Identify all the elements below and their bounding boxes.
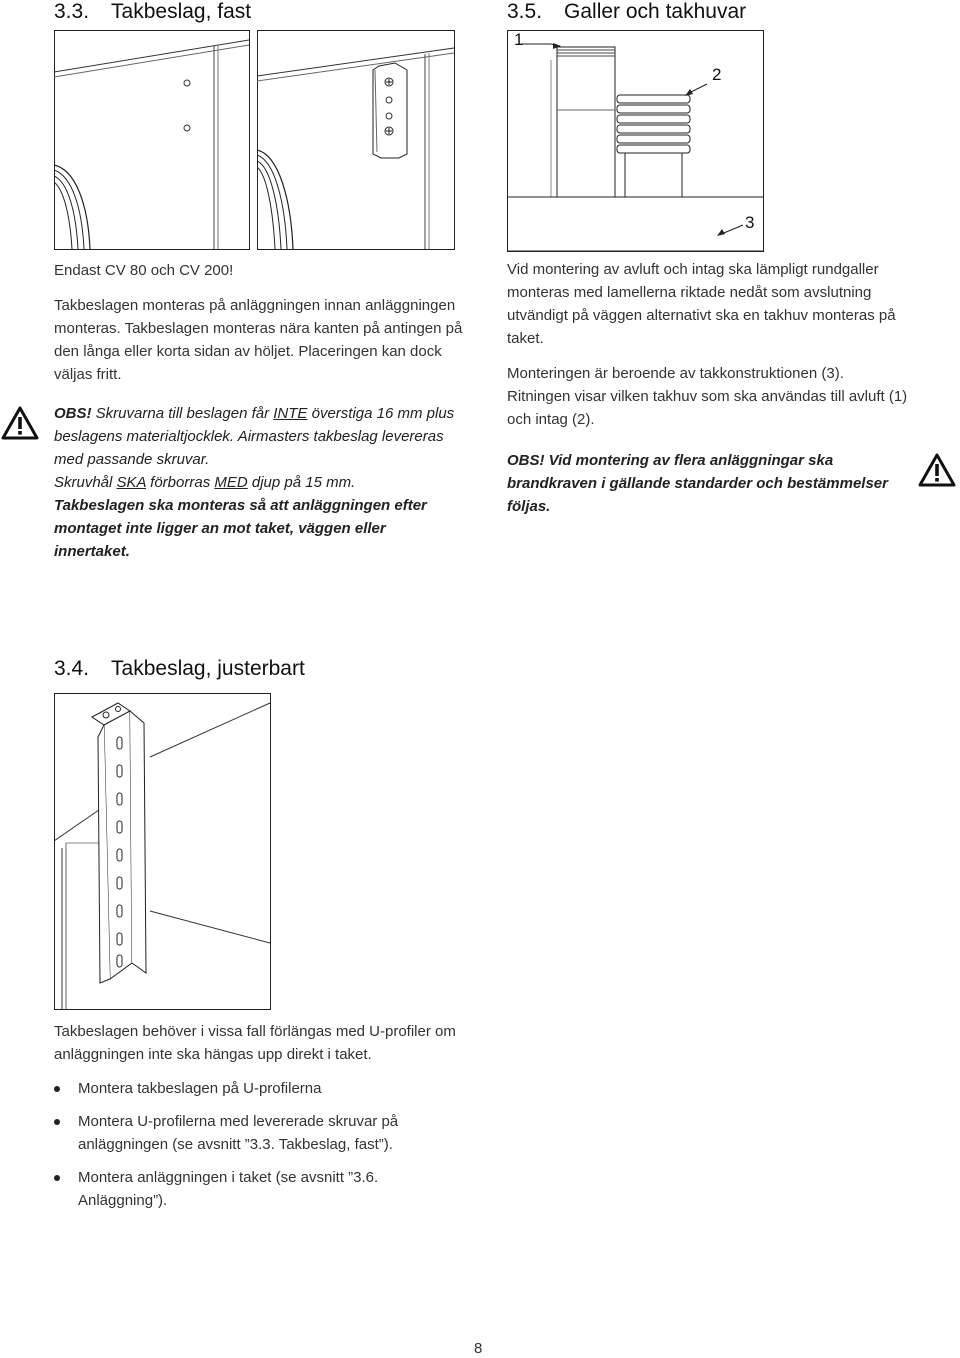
- paragraph-u-profiles: Takbeslagen behöver i vissa fall förlängas med U-profiler om anläggningen inte ska hängas upp direkt i taket.: [54, 1023, 456, 1063]
- page-number: 8: [474, 1340, 483, 1357]
- warning-block-fire: [507, 449, 911, 518]
- section-heading-3-3: 3.3. Takbeslag, fast: [54, 0, 252, 23]
- bullet-icon: [54, 1175, 60, 1181]
- warning-screws-text: OBS! Skruvarna till beslagen får INTE överstiga 16 mm plus beslagens materialtjocklek. Airmasters takbeslag levereras med passande skruvar.: [54, 405, 455, 468]
- figure-adjustable-bracket: [54, 693, 271, 1010]
- paragraph-mounting: Takbeslagen monteras på anläggningen innan anläggningen monteras. Takbeslagen monteras nära kanten på antingen på den långa eller korta sidan av höljet. Placeringen kan dock väljas fritt.: [54, 297, 463, 383]
- warning-fire-text: OBS! Vid montering av flera anläggningar ska brandkraven i gällande standarder och bestämmelser följas.: [507, 452, 888, 515]
- section-3-4-body: [54, 1020, 464, 1078]
- paragraph-roof-construction: Monteringen är beroende av takkonstruktionen (3). Ritningen visar vilken takhuv som ska användas till avluft (1) och intag (2).: [507, 365, 908, 428]
- figure-fixed-bracket-left: [54, 30, 250, 250]
- list-item: Montera anläggningen i taket (se avsnitt ”3.6. Anläggning”).: [54, 1166, 454, 1212]
- paragraph-model-note: Endast CV 80 och CV 200!: [54, 262, 234, 279]
- figure-grille-roof-hood: [507, 30, 764, 252]
- warning-drill-text: Skruvhål SKA förborras MED djup på 15 mm.: [54, 474, 356, 491]
- bullet-icon: [54, 1086, 60, 1092]
- warning-clearance-text: Takbeslagen ska monteras så att anläggningen efter montaget inte ligger an mot taket, väggen eller innertaket.: [54, 497, 427, 560]
- steps-list: [54, 1077, 454, 1222]
- warning-triangle-icon: [1, 405, 39, 446]
- callout-1: 1: [514, 30, 524, 49]
- paragraph-grilles: Vid montering av avluft och intag ska lämpligt rundgaller monteras med lamellerna riktade nedåt som avslutning utvändigt på väggen alternativt ska en takhuv monteras på taket.: [507, 261, 896, 347]
- section-3-5-body: [507, 258, 909, 443]
- list-item: Montera U-profilerna med levererade skruvar på anläggningen (se avsnitt ”3.3. Takbeslag, fast”).: [54, 1110, 454, 1156]
- section-heading-3-5: 3.5. Galler och takhuvar: [507, 0, 747, 23]
- section-heading-3-4: 3.4. Takbeslag, justerbart: [54, 657, 305, 680]
- bullet-icon: [54, 1119, 60, 1125]
- warning-block-screws: [54, 402, 464, 563]
- warning-triangle-icon: [918, 452, 956, 493]
- callout-2: 2: [712, 65, 722, 84]
- callout-3: 3: [745, 213, 755, 232]
- figure-fixed-bracket-right: [257, 30, 455, 250]
- list-item: Montera takbeslagen på U-profilerna: [54, 1077, 454, 1100]
- section-3-3-body: [54, 259, 464, 398]
